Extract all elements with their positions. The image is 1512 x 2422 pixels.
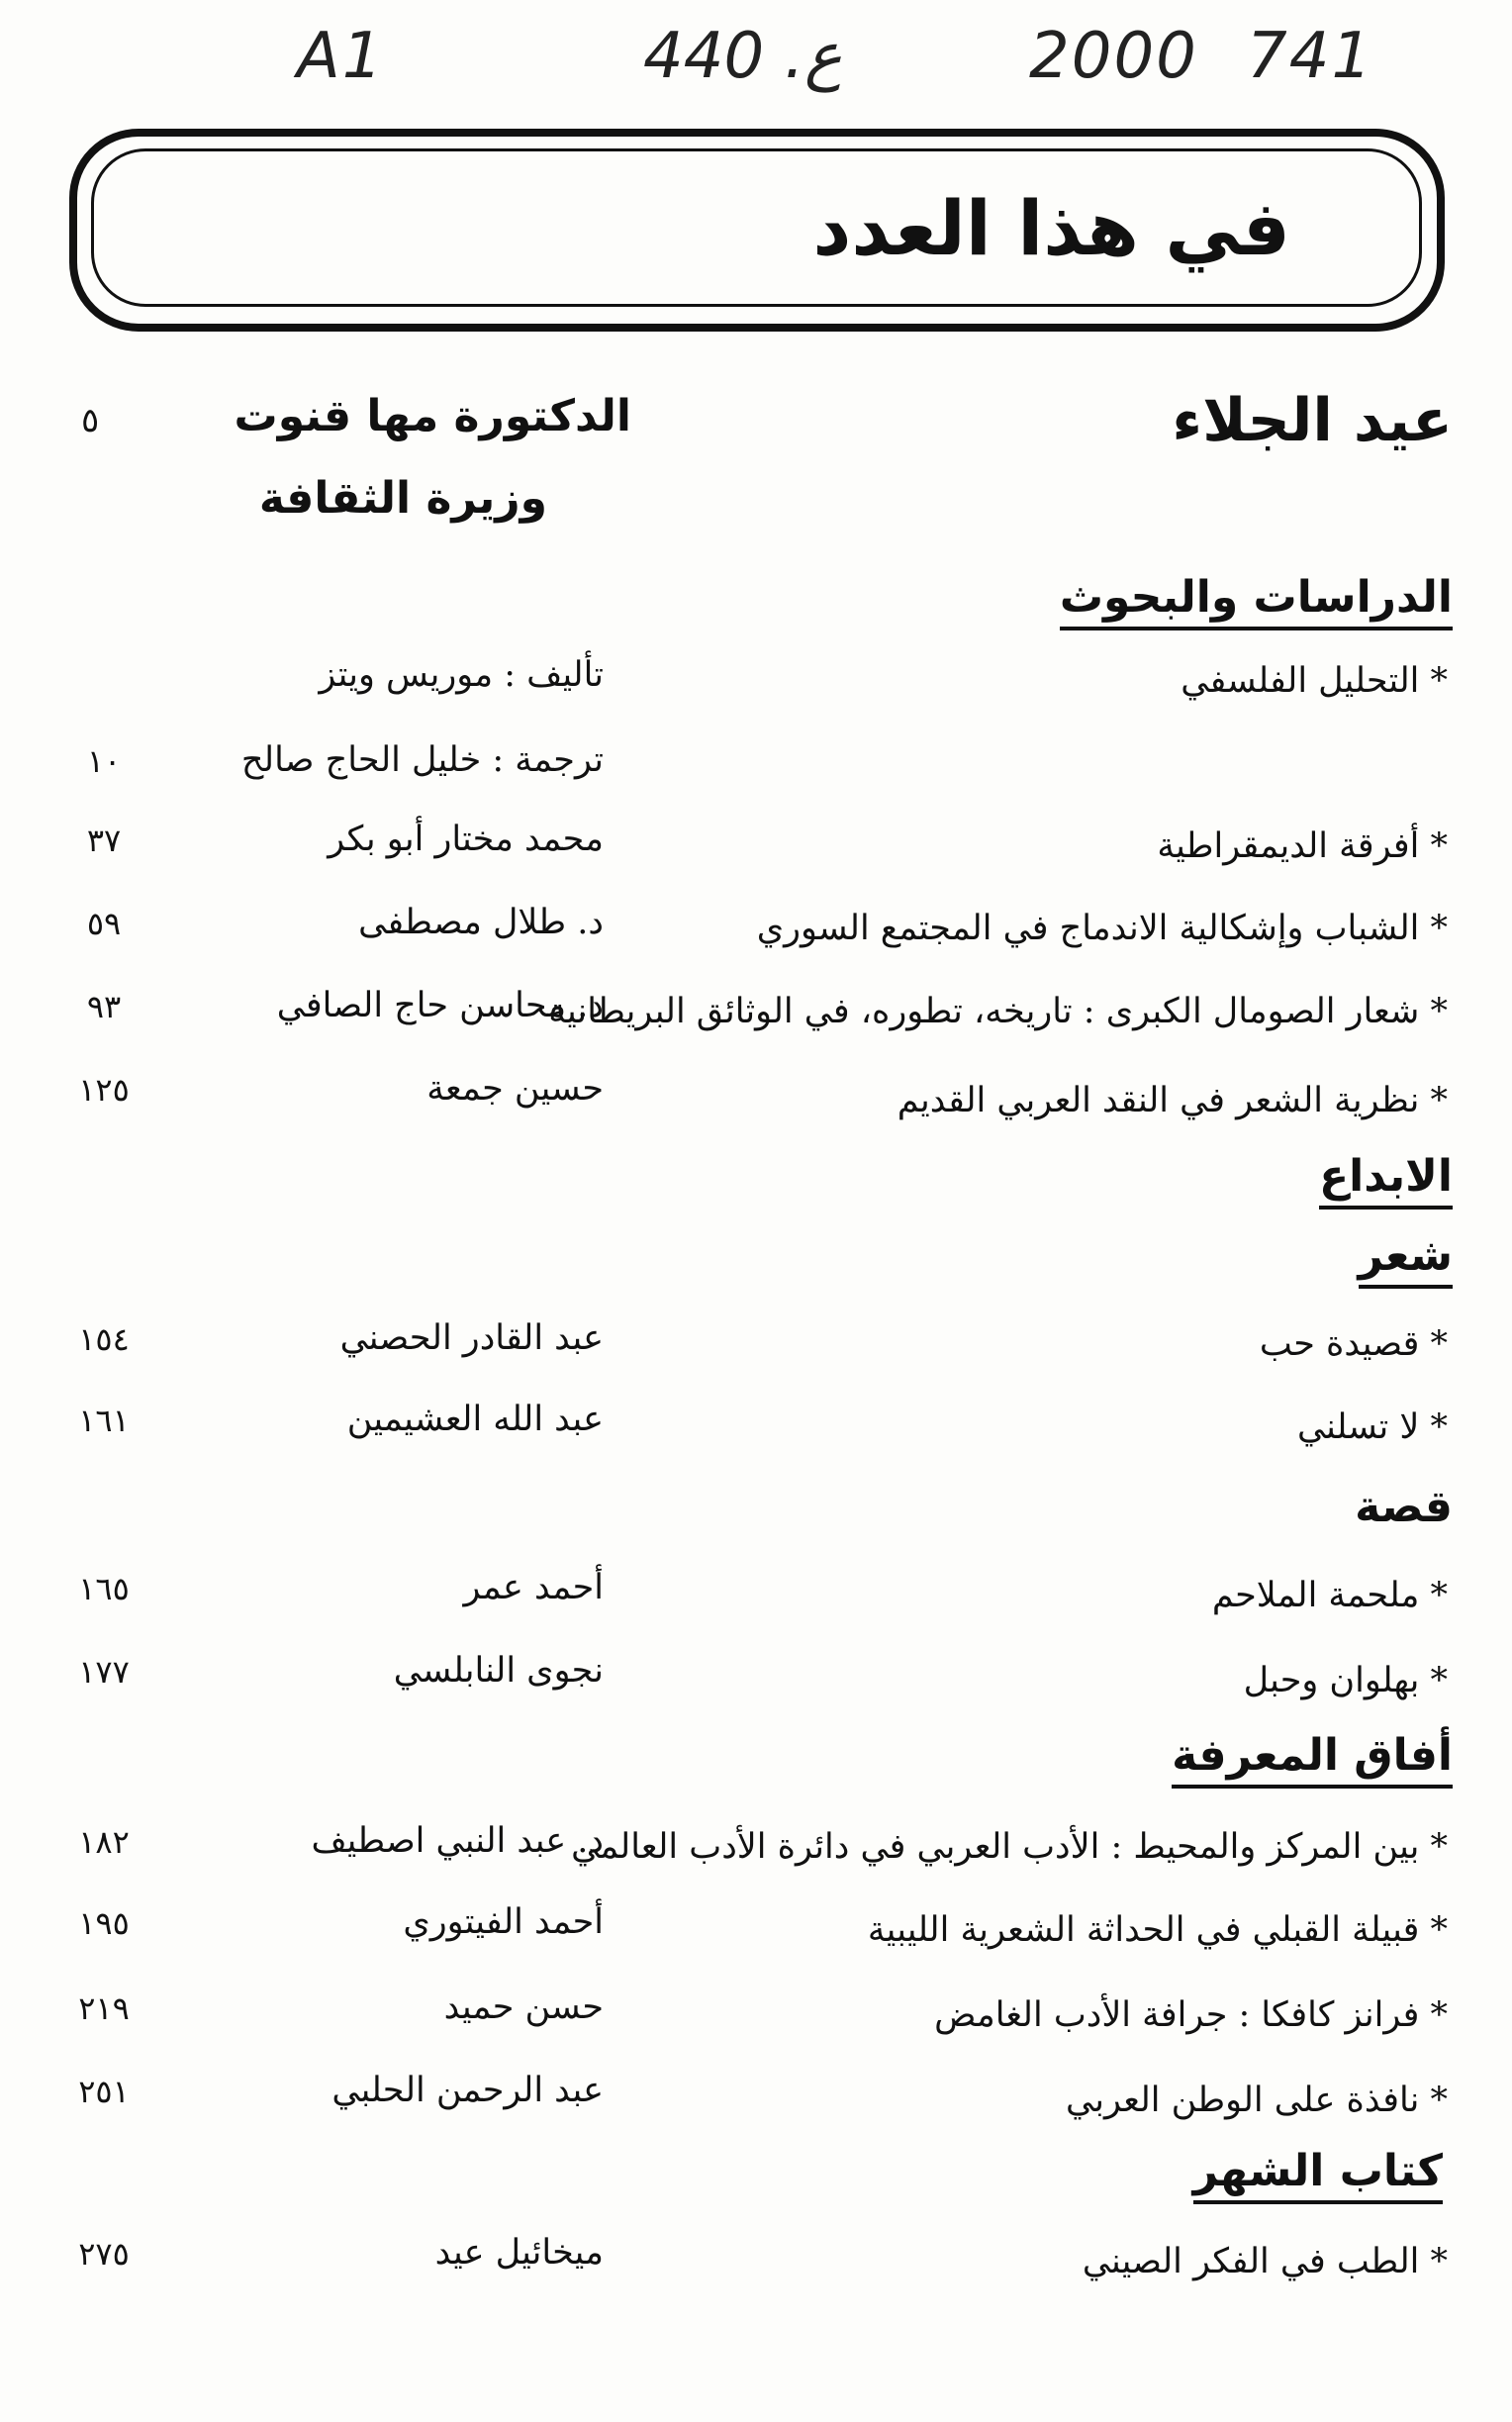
toc-entry-page: ٥٩ [86,905,122,942]
toc-entry-author: د. محاسن حاج الصافي [276,986,604,1025]
toc-entry-page: ٢٧٥ [78,2235,130,2273]
toc-entry-page: ٩٣ [86,988,122,1025]
toc-entry-page: ١٦٥ [78,1570,130,1607]
toc-entry-title: * نافذة على الوطن العربي [1066,2081,1448,2120]
toc-entry-page: ٢١٩ [78,1989,130,2027]
toc-entry-author: عبد الرحمن الحلبي [331,2071,604,2110]
section-heading-book: كتاب الشهر [1193,2146,1443,2204]
toc-entry-author: د. عبد النبي اصطيف [311,1821,604,1861]
toc-entry-page: ٢٥١ [78,2073,130,2110]
toc-entry-author: عبد الله العشيمين [346,1400,604,1439]
title-banner [91,148,1422,307]
toc-entry-title: * الطب في الفكر الصيني [1082,2242,1448,2281]
handwritten-code-right: 741 [1247,20,1374,93]
toc-entry-page: ١٦١ [78,1402,130,1439]
toc-entry-author: نجوى النابلسي [393,1651,604,1691]
toc-entry-title: * الشباب وإشكالية الاندماج في المجتمع السوري [756,909,1448,948]
handwritten-code-mid: 440 .ع [643,20,843,93]
toc-entry-author: حسن حميد [443,1987,604,2027]
handwritten-year: 2000 [1029,20,1198,93]
toc-entry-title: * التحليل الفلسفي [1181,661,1448,701]
toc-entry-author: ميخائيل عيد [434,2233,604,2273]
toc-entry-page: ١٨٢ [78,1823,130,1861]
toc-entry-author: د. طلال مصطفى [358,903,604,942]
toc-entry-author: عبد القادر الحصني [339,1318,604,1358]
toc-entry-title: * قصيدة حب [1259,1324,1448,1364]
section-heading-studies: الدراسات والبحوث [1060,572,1453,630]
feature-page-number: ٥ [81,401,100,440]
toc-entry-title: * بهلوان وحبل [1243,1661,1448,1700]
toc-entry-title: * ملحمة الملاحم [1211,1576,1448,1615]
toc-entry-author: حسين جمعة [426,1069,604,1109]
toc-entry-title: * أفرقة الديمقراطية [1157,826,1448,866]
handwritten-code-left: A1 [297,20,385,93]
feature-title: عيد الجلاء [1172,386,1453,455]
section-heading-horizons: أفاق المعرفة [1172,1730,1453,1789]
toc-entry-title: * بين المركز والمحيط : الأدب العربي في دائرة الأدب العالمي [571,1827,1448,1867]
toc-entry-author: أحمد الفيتوري [403,1902,604,1942]
section-heading-story: قصة [1355,1482,1453,1532]
toc-entry-page: ١٢٥ [78,1071,130,1109]
section-heading-creativity: الابداع [1319,1151,1453,1210]
toc-entry-page: ١٩٥ [78,1904,130,1942]
toc-entry-author: محمد مختار أبو بكر [328,820,604,859]
toc-entry-page: ١٠ [86,742,122,780]
toc-entry-page: ١٧٧ [78,1653,130,1691]
feature-author: الدكتورة مها قنوت [234,391,631,441]
toc-entry-title: * قبيلة القبلي في الحداثة الشعرية الليبية [867,1910,1448,1950]
toc-entry-author: أحمد عمر [463,1568,604,1607]
toc-entry-title: * شعار الصومال الكبرى : تاريخه، تطوره، في الوثائق البريطانية [548,992,1448,1031]
page-title: في هذا العدد [812,183,1290,272]
toc-entry-page: ٣٧ [86,822,122,859]
toc-entry-title: * نظرية الشعر في النقد العربي القديم [897,1081,1448,1120]
section-heading-poetry: شعر [1359,1230,1453,1289]
toc-entry-page: ١٥٤ [78,1320,130,1358]
feature-author-role: وزيرة الثقافة [258,473,547,524]
toc-entry-translator: ترجمة : خليل الحاج صالح [240,740,604,780]
toc-entry-title: * لا تسلني [1297,1407,1448,1447]
toc-entry-author: تأليف : موريس ويتز [319,655,604,695]
toc-entry-title: * فرانز كافكا : جرافة الأدب الغامض [934,1995,1448,2035]
